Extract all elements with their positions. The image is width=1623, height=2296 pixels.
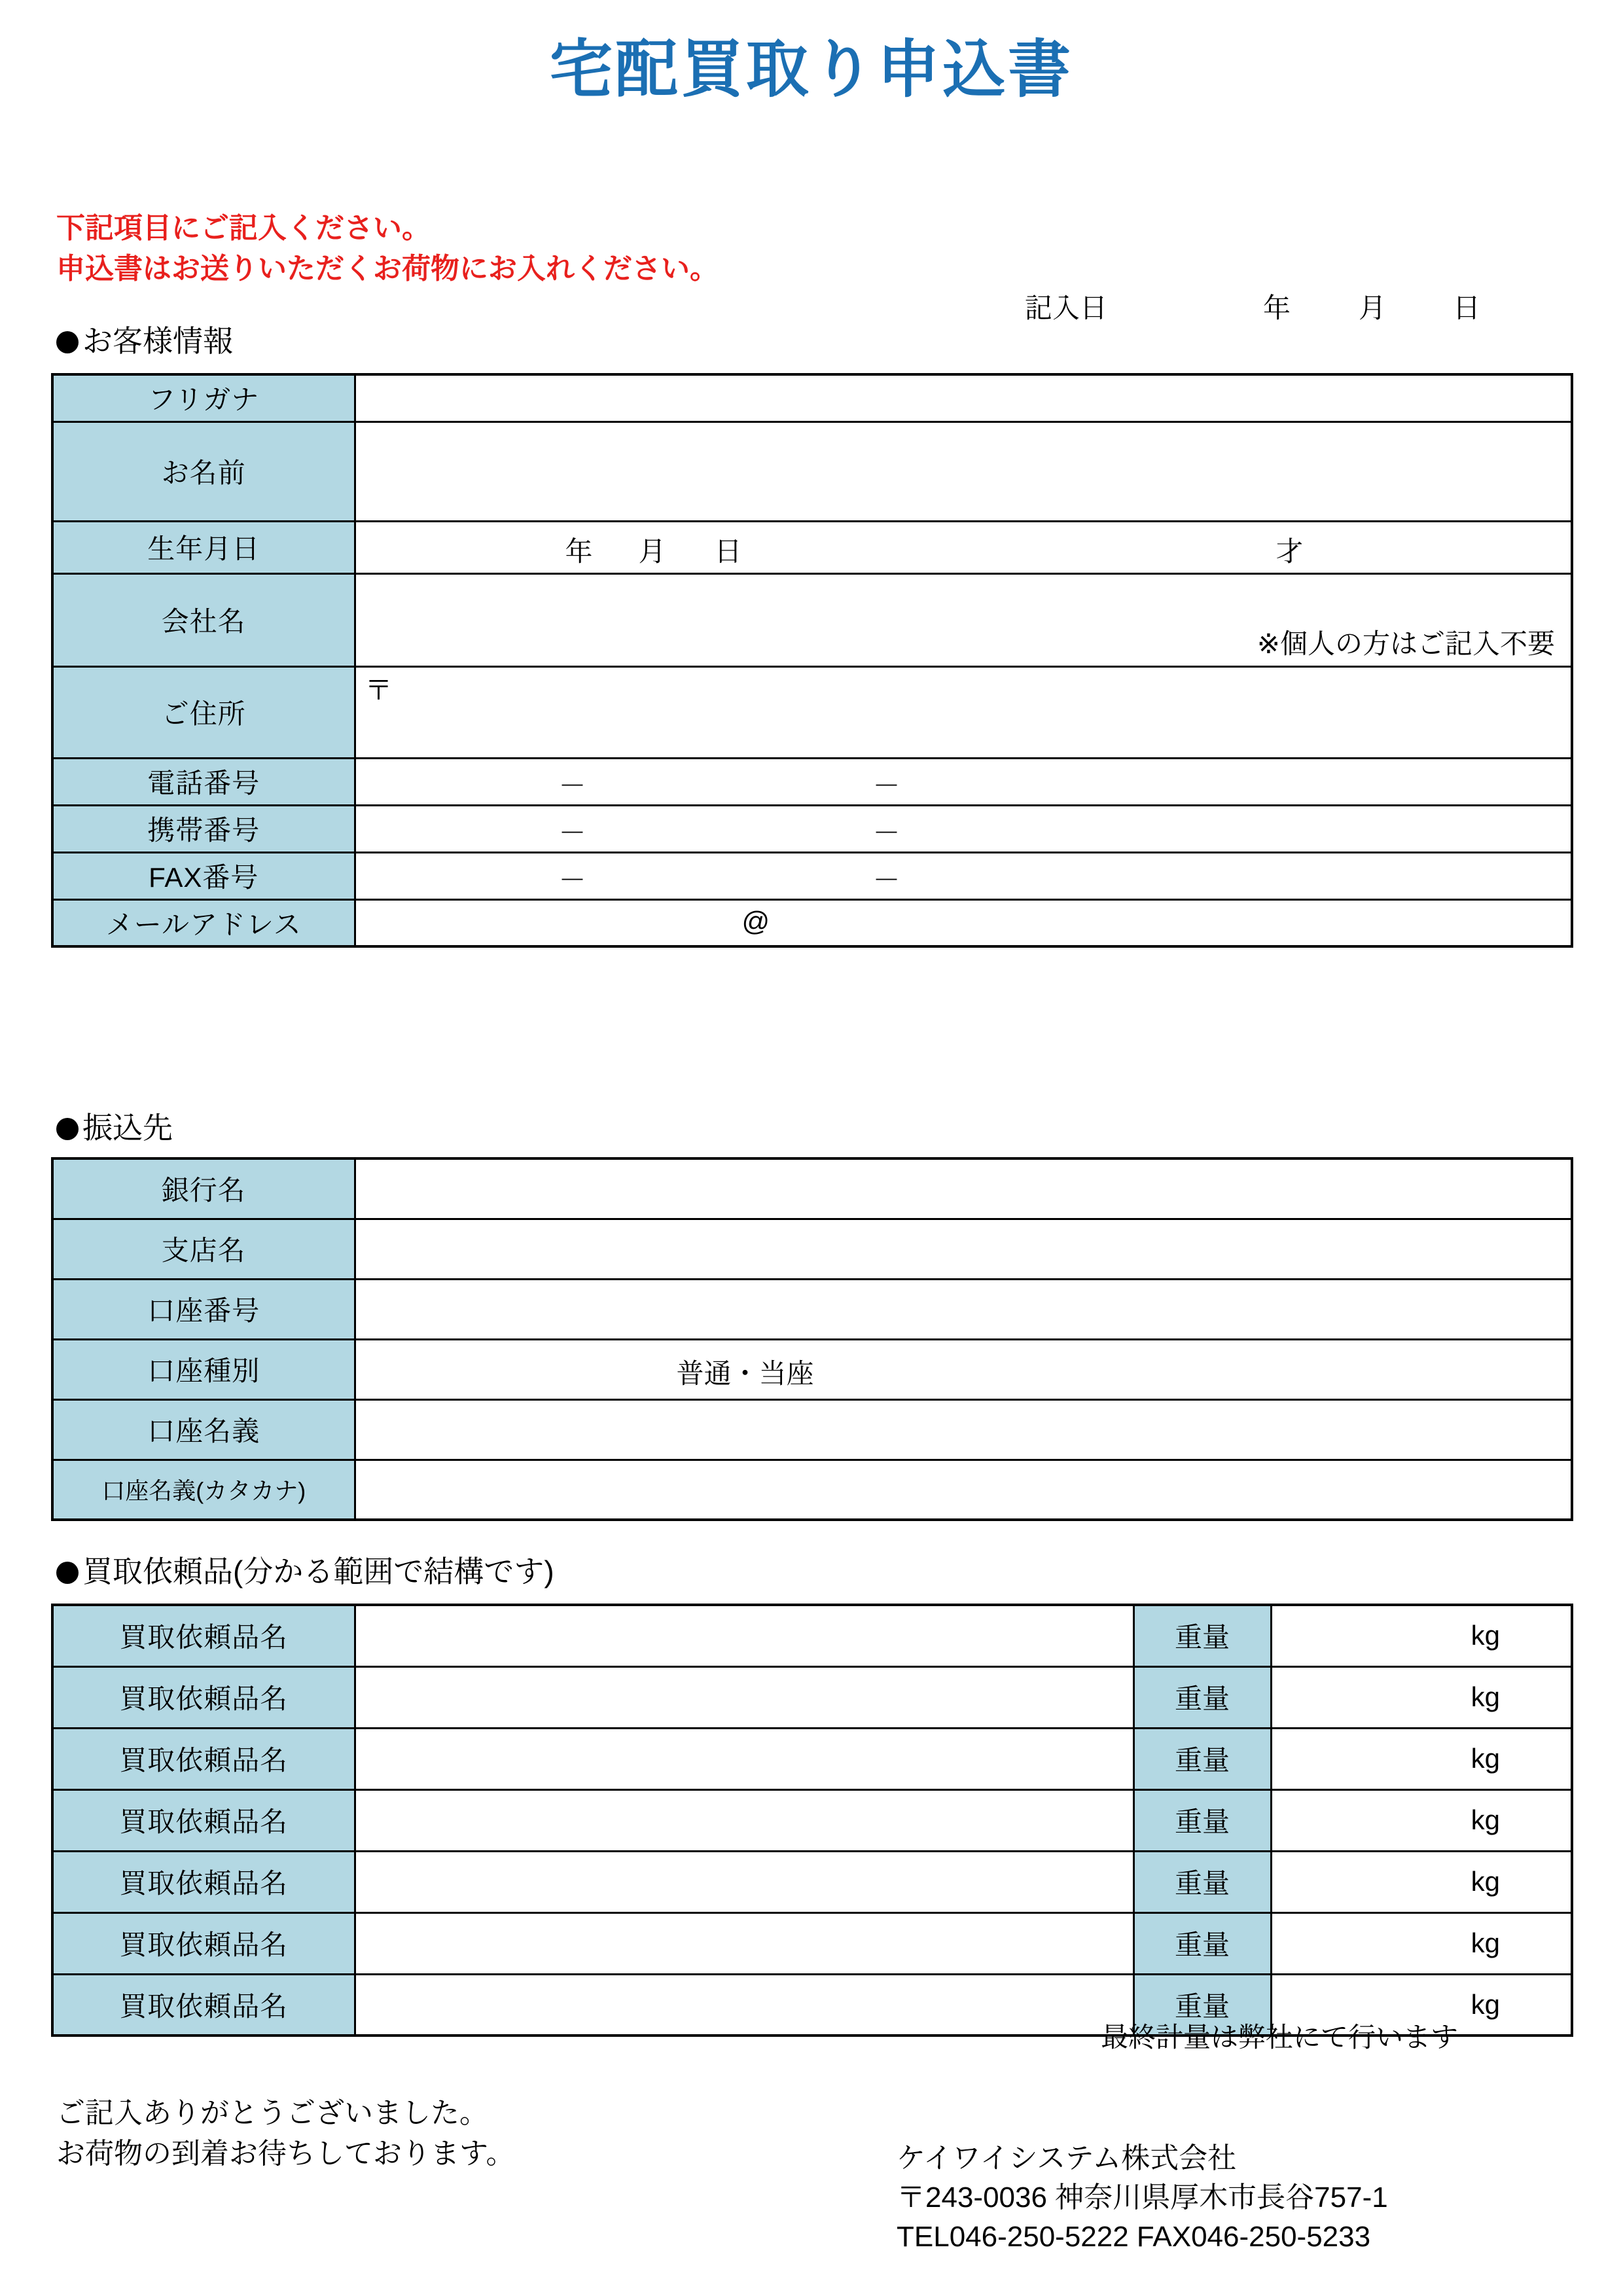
item-field-4[interactable] xyxy=(355,1789,1133,1851)
customer-section-heading-text: お客様情報 xyxy=(82,324,233,358)
table-row xyxy=(52,422,1572,521)
weight-field-1[interactable]: kg xyxy=(1271,1605,1572,1666)
weight-field-3[interactable]: kg xyxy=(1271,1728,1572,1789)
table-row xyxy=(52,899,1572,946)
table-row xyxy=(52,1851,1572,1912)
row-label-email: メールアドレス xyxy=(52,899,355,946)
company-info xyxy=(897,2139,1388,2256)
bank-section-heading-text: 振込先 xyxy=(82,1111,173,1145)
table-row xyxy=(52,805,1572,852)
row-field-branch-name[interactable] xyxy=(355,1219,1572,1279)
row-label-branch-name: 支店名 xyxy=(52,1219,355,1279)
bank-transfer-table xyxy=(51,1157,1573,1521)
item-label-1: 買取依頼品名 xyxy=(52,1605,355,1666)
weight-label-6: 重量 xyxy=(1133,1912,1271,1974)
items-section-heading-text: 買取依頼品(分かる範囲で結構です) xyxy=(82,1554,554,1588)
weight-label-5: 重量 xyxy=(1133,1851,1271,1912)
item-label-7: 買取依頼品名 xyxy=(52,1974,355,2036)
row-field-fax[interactable] xyxy=(355,852,1572,899)
row-label-fax: FAX番号 xyxy=(52,852,355,899)
weight-label-3: 重量 xyxy=(1133,1728,1271,1789)
item-label-5: 買取依頼品名 xyxy=(52,1851,355,1912)
row-field-address[interactable] xyxy=(355,666,1572,758)
row-field-account-holder[interactable] xyxy=(355,1399,1572,1460)
mobile-dash-1: － xyxy=(558,817,586,848)
account-type-options[interactable]: 普通・当座 xyxy=(676,1357,814,1389)
item-field-5[interactable] xyxy=(355,1851,1133,1912)
table-row xyxy=(52,1789,1572,1851)
mobile-dash-2: － xyxy=(872,817,901,848)
row-field-account-holder-kana[interactable] xyxy=(355,1460,1572,1520)
footer-thanks-line-2: お荷物の到着お待ちしております。 xyxy=(56,2138,515,2170)
age-unit: 才 xyxy=(1275,535,1304,567)
items-section-heading xyxy=(56,1556,554,1587)
instruction-block xyxy=(56,208,719,290)
row-label-phone: 電話番号 xyxy=(52,758,355,805)
entry-date-year-unit[interactable]: 年 xyxy=(1263,293,1291,323)
phone-dash-1: － xyxy=(558,770,586,801)
table-row xyxy=(52,573,1572,666)
table-row xyxy=(52,1605,1572,1666)
item-field-6[interactable] xyxy=(355,1912,1133,1974)
footer-thanks xyxy=(56,2093,514,2175)
item-field-1[interactable] xyxy=(355,1605,1133,1666)
table-row xyxy=(52,1460,1572,1520)
row-field-furigana[interactable] xyxy=(355,374,1572,422)
customer-section-heading xyxy=(56,326,233,356)
weight-label-4: 重量 xyxy=(1133,1789,1271,1851)
bank-section-heading xyxy=(56,1113,173,1143)
entry-date-day-unit[interactable]: 日 xyxy=(1453,293,1481,323)
item-field-2[interactable] xyxy=(355,1666,1133,1728)
weight-field-2[interactable]: kg xyxy=(1271,1666,1572,1728)
table-row xyxy=(52,1399,1572,1460)
row-label-company: 会社名 xyxy=(52,573,355,666)
row-field-account-type[interactable] xyxy=(355,1339,1572,1399)
phone-dash-2: － xyxy=(872,770,901,801)
item-field-7[interactable] xyxy=(355,1974,1133,2036)
company-optional-note: ※個人の方はご記入不要 xyxy=(1257,628,1555,659)
row-label-account-number: 口座番号 xyxy=(52,1279,355,1339)
footer-thanks-line-1: ご記入ありがとうございました。 xyxy=(56,2097,488,2129)
table-row xyxy=(52,374,1572,422)
bullet-icon xyxy=(56,331,79,353)
weight-label-2: 重量 xyxy=(1133,1666,1271,1728)
instruction-line-1: 下記項目にご記入ください。 xyxy=(56,212,431,244)
customer-info-table xyxy=(51,373,1573,948)
weight-label-1: 重量 xyxy=(1133,1605,1271,1666)
birth-day-unit: 日 xyxy=(714,535,742,567)
weight-label-7: 重量 xyxy=(1133,1974,1271,2036)
table-row xyxy=(52,1158,1572,1219)
row-field-mobile[interactable] xyxy=(355,805,1572,852)
table-row xyxy=(52,1666,1572,1728)
birth-month-unit: 月 xyxy=(638,535,666,567)
row-label-account-type: 口座種別 xyxy=(52,1339,355,1399)
row-field-email[interactable] xyxy=(355,899,1572,946)
table-row xyxy=(52,852,1572,899)
table-row xyxy=(52,1912,1572,1974)
company-contact: TEL046-250-5222 FAX046-250-5233 xyxy=(897,2220,1371,2253)
item-label-3: 買取依頼品名 xyxy=(52,1728,355,1789)
bullet-icon xyxy=(56,1562,79,1584)
row-field-account-number[interactable] xyxy=(355,1279,1572,1339)
table-row xyxy=(52,666,1572,758)
row-field-name[interactable] xyxy=(355,422,1572,521)
birth-year-unit: 年 xyxy=(565,535,593,567)
row-field-company[interactable] xyxy=(355,573,1572,666)
entry-date-label: 記入日 xyxy=(1025,293,1108,323)
weight-field-4[interactable]: kg xyxy=(1271,1789,1572,1851)
item-label-6: 買取依頼品名 xyxy=(52,1912,355,1974)
weight-field-7[interactable]: kg xyxy=(1271,1974,1572,2036)
row-label-bank-name: 銀行名 xyxy=(52,1158,355,1219)
instruction-line-2: 申込書はお送りいただくお荷物にお入れください。 xyxy=(56,253,719,285)
table-row xyxy=(52,1279,1572,1339)
row-label-account-holder: 口座名義 xyxy=(52,1399,355,1460)
table-row xyxy=(52,1219,1572,1279)
weight-field-6[interactable]: kg xyxy=(1271,1912,1572,1974)
page-title: 宅配買取り申込書 xyxy=(550,35,1073,105)
purchase-items-table xyxy=(51,1604,1573,2037)
item-label-4: 買取依頼品名 xyxy=(52,1789,355,1851)
bullet-icon xyxy=(56,1118,79,1140)
row-label-address: ご住所 xyxy=(52,666,355,758)
fax-dash-1: － xyxy=(558,864,586,895)
row-field-bank-name[interactable] xyxy=(355,1158,1572,1219)
fax-dash-2: － xyxy=(872,864,901,895)
row-label-account-holder-kana: 口座名義(カタカナ) xyxy=(52,1460,355,1520)
table-row xyxy=(52,1728,1572,1789)
email-at-symbol: @ xyxy=(741,905,770,937)
final-weighing-note: 最終計量は弊社にて行います xyxy=(1101,2022,1459,2053)
table-row xyxy=(52,1339,1572,1399)
row-label-birthdate: 生年月日 xyxy=(52,521,355,573)
row-label-mobile: 携帯番号 xyxy=(52,805,355,852)
entry-date-month-unit[interactable]: 月 xyxy=(1359,293,1387,323)
item-field-3[interactable] xyxy=(355,1728,1133,1789)
company-name: ケイワイシステム株式会社 xyxy=(897,2142,1237,2174)
row-field-phone[interactable] xyxy=(355,758,1572,805)
table-row xyxy=(52,758,1572,805)
company-address: 〒243-0036 神奈川県厚木市長谷757-1 xyxy=(897,2181,1388,2214)
table-row xyxy=(52,521,1572,573)
row-label-name: お名前 xyxy=(52,422,355,521)
weight-field-5[interactable]: kg xyxy=(1271,1851,1572,1912)
row-label-furigana: フリガナ xyxy=(52,374,355,422)
item-label-2: 買取依頼品名 xyxy=(52,1666,355,1728)
postal-code-mark: 〒 xyxy=(365,674,393,706)
row-field-birthdate[interactable] xyxy=(355,521,1572,573)
